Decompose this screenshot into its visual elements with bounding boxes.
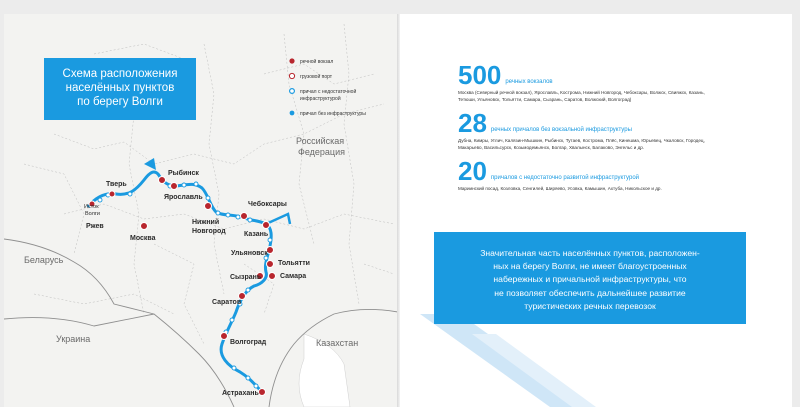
- stat-caption: речных причалов без вокзальной инфраструктуры: [490, 127, 632, 133]
- station-volgograd: [221, 333, 228, 340]
- station-yaroslavl: [171, 183, 178, 190]
- station-tolyatti: [267, 261, 274, 268]
- city-syzran: Сызрань: [230, 274, 262, 281]
- svg-text:инфраструктурой: инфраструктурой: [300, 96, 341, 102]
- city-nizhny-2: Новгород: [192, 228, 226, 235]
- stat-number: 28: [458, 108, 487, 138]
- volga-river: [88, 172, 271, 392]
- river-station-icon: [289, 58, 294, 63]
- city-rzhev: Ржев: [86, 223, 104, 230]
- station-nizhny: [205, 203, 212, 210]
- map-legend: [289, 58, 366, 117]
- city-samara: Самара: [280, 273, 307, 280]
- cargo-port-icon: [289, 73, 294, 78]
- stat-list: Дубна, Кимры, Углич, Калязин-Мышкин, Рыбинск, Тутаев, Кострома, Плёс, Кинешма, Юрьевец, Чкаловск, Городец, Макарьево, Васильсурск, Козьмодемьянск, Болгар, Хвалынск, Балаково, Энгельс и др.: [458, 138, 705, 150]
- city-rybinsk: Рыбинск: [168, 170, 199, 177]
- country-belarus: Беларусь: [24, 255, 64, 265]
- city-tver: Тверь: [106, 181, 127, 188]
- svg-text:речной вокзал: речной вокзал: [300, 59, 334, 65]
- country-ukraine: Украина: [56, 334, 91, 344]
- country-russia-1: Российская: [296, 136, 345, 146]
- map-panel: [4, 14, 398, 407]
- stat-number: 500: [458, 60, 502, 90]
- country-russia-2: Федерация: [298, 147, 345, 157]
- city-volgograd: Волгоград: [230, 339, 267, 346]
- city-moscow: Москва: [130, 235, 156, 242]
- station-samara: [269, 273, 276, 280]
- stat-caption: причалов с недостаточно развитой инфраструктурой: [490, 175, 640, 181]
- stat-list: Москва (Северный речной вокзал), Ярославль, Кострома, Нижний Новгород, Чебоксары, Волжск, Свияжск, Казань, Тетюши, Ульяновск, Тольятти, Самара, Сызрань, Саратов, Волжский, Волгоград): [458, 90, 705, 102]
- stat-caption: речных вокзалов: [505, 79, 553, 85]
- country-kazakhstan: Казахстан: [316, 338, 359, 348]
- pier-limited-icon: [290, 89, 295, 94]
- station-tver: [109, 191, 115, 197]
- svg-text:причал с недостаточной: причал с недостаточной: [300, 89, 357, 95]
- volga-source-2: Волги: [85, 211, 100, 217]
- map-title: Схема расположения населённых пунктов по берегу Волги: [44, 58, 196, 120]
- volga-source-1: Исток: [84, 204, 99, 210]
- station-rybinsk: [159, 177, 166, 184]
- station-astrakhan: [259, 389, 266, 396]
- info-box: Значительная часть населённых пунктов, расположен- ных на берегу Волги, не имеет благоустроенных набережных и причальной инфраструктуры, что не позволяет обеспечить дальнейшее развитие туристических речных перевозок: [434, 232, 746, 324]
- city-ulyanovsk: Ульяновск: [231, 250, 268, 257]
- river-stations: [89, 177, 276, 396]
- svg-text:причал без инфраструктуры: причал без инфраструктуры: [300, 111, 366, 117]
- station-moscow: [141, 223, 148, 230]
- stat-number: 20: [458, 156, 487, 186]
- city-yaroslavl: Ярославль: [164, 194, 203, 201]
- svg-text:грузовой порт: грузовой порт: [300, 74, 333, 80]
- city-astrakhan: Астрахань: [222, 390, 259, 397]
- info-panel: [400, 14, 792, 407]
- station-kazan: [263, 222, 270, 229]
- decorative-stripe: [400, 14, 792, 407]
- pier-none-icon: [290, 111, 295, 116]
- city-cheboksary: Чебоксары: [248, 201, 287, 208]
- city-tolyatti: Тольятти: [278, 260, 310, 267]
- station-cheboksary: [241, 213, 248, 220]
- city-nizhny-1: Нижний: [192, 219, 220, 226]
- stat-list: Мариинский посад, Козловка, Сенгилей, Ширяево, Усовка, Камышин, Ахтуба, Никольское и др.: [458, 186, 662, 191]
- city-kazan: Казань: [244, 231, 269, 238]
- city-saratov: Саратов: [212, 299, 242, 306]
